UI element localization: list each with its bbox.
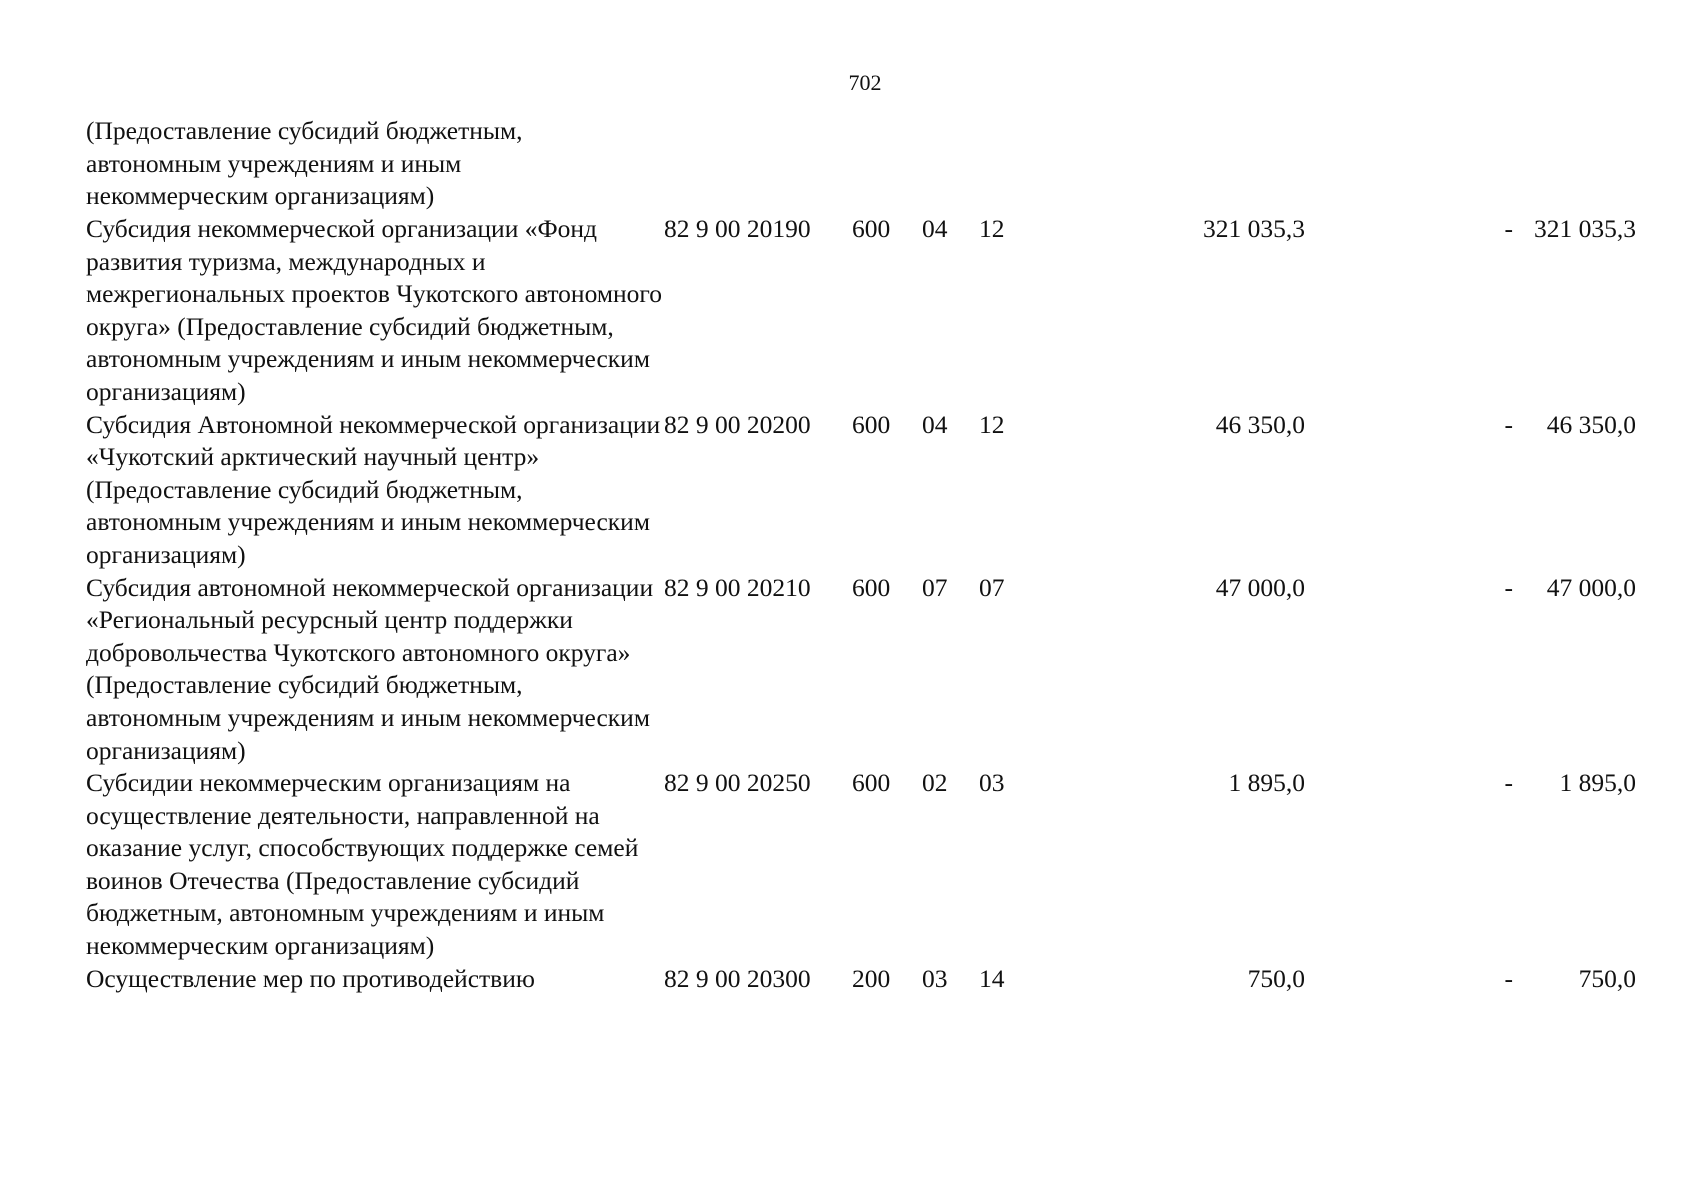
- row-rz: 03: [922, 963, 948, 993]
- row-name: Субсидия Автономной некоммерческой организации «Чукотский арктический научный центр» (Предоставление субсидий бюджетным, автономным учреждениям и иным некоммерческим организациям): [86, 409, 661, 569]
- row-sum3: 1 895,0: [1559, 768, 1636, 798]
- row-sum2: -: [1504, 409, 1513, 439]
- row-sum1: 46 350,0: [1215, 409, 1305, 439]
- row-sum3: 321 035,3: [1534, 214, 1636, 243]
- row-vr: 600: [852, 409, 891, 439]
- row-sum3: 750,0: [1578, 963, 1636, 993]
- row-pr: [979, 115, 1039, 213]
- table-row: [86, 963, 1636, 996]
- table-row: [86, 767, 1636, 963]
- row-sum2: -: [1504, 768, 1513, 798]
- table-row: [86, 115, 1636, 213]
- row-sum2: -: [1504, 963, 1513, 993]
- row-sum2: [1305, 115, 1513, 213]
- row-sum3: 46 350,0: [1546, 409, 1636, 439]
- budget-table: [86, 115, 1636, 995]
- row-vr: [852, 115, 922, 213]
- page-number: 702: [848, 70, 882, 95]
- row-rz: 02: [922, 768, 948, 798]
- row-pr: 03: [979, 768, 1005, 798]
- row-sum3: 47 000,0: [1546, 572, 1636, 602]
- row-sum1: [1039, 115, 1305, 213]
- row-csr: [664, 115, 852, 213]
- row-name: Субсидия некоммерческой организации «Фонд развития туризма, международных и межрегиональных проектов Чукотского автономного округа» (Предоставление субсидий бюджетным, автономным учреждениям и иным некоммерческим организациям): [86, 214, 662, 406]
- row-csr: 82 9 00 20200: [664, 409, 811, 439]
- row-csr: 82 9 00 20300: [664, 963, 811, 993]
- row-sum1: 1 895,0: [1228, 768, 1305, 798]
- row-sum1: 750,0: [1247, 963, 1305, 993]
- row-vr: 600: [852, 572, 891, 602]
- row-csr: 82 9 00 20190: [664, 214, 811, 243]
- row-sum2: -: [1504, 214, 1513, 243]
- row-name: Субсидии некоммерческим организациям на осуществление деятельности, направленной на оказание услуг, способствующих поддержке семей воинов Отечества (Предоставление субсидий бюджетным, автономным учреждениям и иным некоммерческим организациям): [86, 768, 639, 961]
- row-vr: 200: [852, 963, 891, 993]
- row-sum2: -: [1504, 572, 1513, 602]
- row-pr: 12: [979, 214, 1005, 243]
- row-name: Осуществление мер по противодействию: [86, 963, 535, 993]
- row-rz: 04: [922, 409, 948, 439]
- row-pr: 12: [979, 409, 1005, 439]
- row-sum1: 321 035,3: [1203, 214, 1305, 243]
- row-sum3: [1513, 115, 1636, 213]
- table-row: [86, 572, 1636, 768]
- row-vr: 600: [852, 214, 891, 243]
- row-pr: 14: [979, 963, 1005, 993]
- row-csr: 82 9 00 20210: [664, 572, 811, 602]
- table-row: [86, 409, 1636, 572]
- row-rz: 07: [922, 572, 948, 602]
- row-sum1: 47 000,0: [1215, 572, 1305, 602]
- row-csr: 82 9 00 20250: [664, 768, 811, 798]
- row-rz: [922, 115, 979, 213]
- row-vr: 600: [852, 768, 891, 798]
- row-rz: 04: [922, 214, 948, 243]
- row-name: Субсидия автономной некоммерческой организации «Региональный ресурсный центр поддержки добровольчества Чукотского автономного округа» (Предоставление субсидий бюджетным, автономным учреждениям и иным некоммерческим организациям): [86, 572, 654, 765]
- row-pr: 07: [979, 572, 1005, 602]
- row-name: (Предоставление субсидий бюджетным, автономным учреждениям и иным некоммерческим организациям): [86, 116, 523, 211]
- table-row: [86, 213, 1636, 409]
